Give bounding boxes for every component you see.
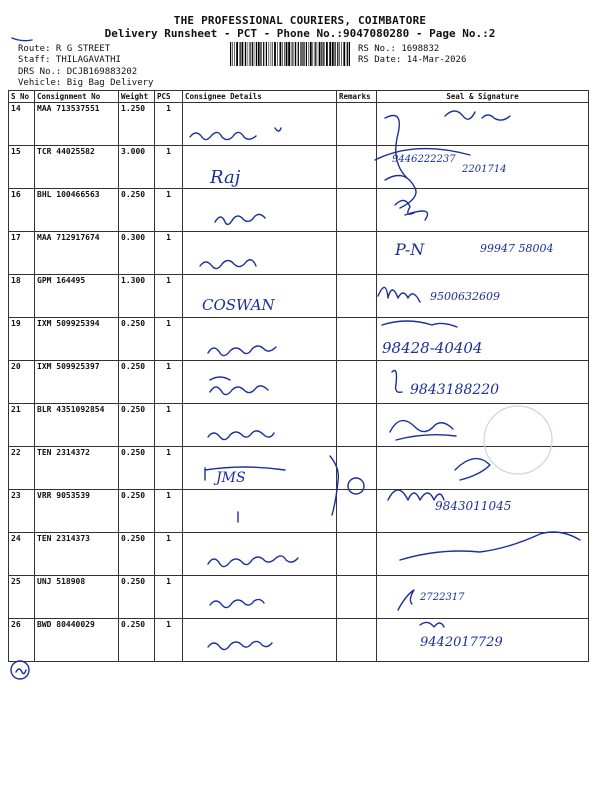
cell-remarks: [337, 490, 377, 533]
company-title: THE PROFESSIONAL COURIERS, COIMBATORE: [173, 14, 427, 27]
barcode-bar: [304, 42, 305, 66]
cell-pcs: 1: [155, 533, 183, 576]
cell-sno: 25: [9, 576, 35, 619]
cell-weight: 0.250: [119, 619, 155, 662]
cell-sno: 23: [9, 490, 35, 533]
table-row: [9, 404, 589, 447]
col-header-signature: Seal & Signature: [377, 91, 589, 103]
cell-pcs: 1: [155, 189, 183, 232]
col-header-remarks: Remarks: [337, 91, 377, 103]
cell-consignee-details: [183, 576, 337, 619]
cell-consignee-details: [183, 447, 337, 490]
cell-consignee-details: [183, 619, 337, 662]
cell-consignment-no: VRR 9053539: [35, 490, 119, 533]
cell-sno: 26: [9, 619, 35, 662]
cell-pcs: 1: [155, 146, 183, 189]
cell-seal-signature: [377, 232, 589, 275]
table-row: [9, 533, 589, 576]
handwritten-phone-row-19: 98428-40404: [382, 339, 483, 357]
cell-consignment-no: TCR 44025582: [35, 146, 119, 189]
barcode-bar: [280, 42, 282, 66]
staff-label: Staff: THILAGAVATHI: [18, 55, 121, 65]
cell-pcs: 1: [155, 490, 183, 533]
barcode-bar: [256, 42, 257, 66]
barcode-bar: [260, 42, 261, 66]
table-row: [9, 146, 589, 189]
barcode-bar: [341, 42, 342, 66]
cell-weight: 1.250: [119, 103, 155, 146]
cell-remarks: [337, 404, 377, 447]
cell-pcs: 1: [155, 318, 183, 361]
cell-consignee-details: [183, 232, 337, 275]
barcode-bar: [269, 42, 270, 66]
margin-circle-mark: [11, 661, 29, 679]
cell-seal-signature: [377, 447, 589, 490]
barcode-bar: [337, 42, 338, 66]
barcode-bar: [232, 42, 233, 66]
barcode: [230, 42, 350, 66]
col-header-consignee: Consignee Details: [183, 91, 337, 103]
barcode-bar: [294, 42, 295, 66]
barcode-bar: [247, 42, 248, 66]
barcode-bar: [313, 42, 314, 66]
cell-consignee-details: [183, 490, 337, 533]
barcode-bar: [271, 42, 272, 66]
runsheet-table: [8, 90, 589, 662]
cell-remarks: [337, 232, 377, 275]
cell-consignment-no: GPM 164495: [35, 275, 119, 318]
cell-weight: 0.250: [119, 447, 155, 490]
cell-weight: 0.250: [119, 189, 155, 232]
cell-remarks: [337, 447, 377, 490]
cell-weight: 0.250: [119, 318, 155, 361]
cell-consignee-details: [183, 146, 337, 189]
cell-pcs: 1: [155, 361, 183, 404]
barcode-bar: [306, 42, 307, 66]
cell-pcs: 1: [155, 619, 183, 662]
cell-sno: 15: [9, 146, 35, 189]
barcode-bar: [302, 42, 303, 66]
cell-remarks: [337, 189, 377, 232]
barcode-bar: [250, 42, 251, 66]
cell-consignment-no: UNJ 518908: [35, 576, 119, 619]
rs-number: RS No.: 1698832: [358, 44, 440, 54]
cell-consignment-no: MAA 713537551: [35, 103, 119, 146]
table-row: [9, 619, 589, 662]
barcode-bar: [321, 42, 322, 66]
barcode-bar: [242, 42, 244, 66]
table-row: [9, 318, 589, 361]
table-row: [9, 447, 589, 490]
table-row: [9, 361, 589, 404]
handwritten-phone-row-20: 9843188220: [410, 382, 500, 398]
cell-remarks: [337, 275, 377, 318]
handwritten-name-raj: Raj: [210, 167, 241, 188]
barcode-bar: [319, 42, 321, 66]
cell-consignment-no: BLR 4351092854: [35, 404, 119, 447]
col-header-sno: S No: [9, 91, 35, 103]
cell-weight: 0.300: [119, 232, 155, 275]
col-header-pcs: PCS: [155, 91, 183, 103]
barcode-bar: [300, 42, 301, 66]
barcode-bar: [258, 42, 260, 66]
handwritten-phone-row-25: 2722317: [420, 592, 465, 603]
barcode-bar: [240, 42, 241, 66]
cell-pcs: 1: [155, 103, 183, 146]
barcode-bar: [349, 42, 350, 66]
table-row: [9, 275, 589, 318]
margin-scribble: [16, 669, 26, 674]
cell-remarks: [337, 103, 377, 146]
cell-sno: 16: [9, 189, 35, 232]
cell-pcs: 1: [155, 404, 183, 447]
route-label: Route: R G STREET: [18, 44, 111, 54]
barcode-bar: [254, 42, 255, 66]
cell-seal-signature: [377, 275, 589, 318]
barcode-bar: [266, 42, 267, 66]
handwritten-signature-row-17: P-N: [395, 240, 425, 259]
cell-weight: 0.250: [119, 533, 155, 576]
cell-weight: 3.000: [119, 146, 155, 189]
cell-consignment-no: BWD 80440029: [35, 619, 119, 662]
handwritten-name-coswan: COSWAN: [202, 296, 275, 314]
col-header-consignment: Consignment No: [35, 91, 119, 103]
vehicle-label: Vehicle: Big Bag Delivery: [18, 78, 154, 88]
cell-seal-signature: [377, 189, 589, 232]
barcode-bar: [291, 42, 292, 66]
drs-label: DRS No.: DCJB169883202: [18, 67, 138, 77]
cell-consignee-details: [183, 318, 337, 361]
barcode-bar: [329, 42, 331, 66]
cell-seal-signature: [377, 533, 589, 576]
barcode-bar: [282, 42, 283, 66]
handwritten-name-jms: JMS: [216, 470, 246, 486]
barcode-bar: [292, 42, 293, 66]
cell-pcs: 1: [155, 447, 183, 490]
table-row: [9, 189, 589, 232]
barcode-bar: [277, 42, 278, 66]
cell-remarks: [337, 361, 377, 404]
cell-sno: 14: [9, 103, 35, 146]
barcode-bar: [347, 42, 348, 66]
cell-seal-signature: [377, 361, 589, 404]
barcode-bar: [343, 42, 345, 66]
cell-consignment-no: BHL 100466563: [35, 189, 119, 232]
cell-remarks: [337, 576, 377, 619]
barcode-bar: [309, 42, 310, 66]
cell-remarks: [337, 318, 377, 361]
cell-sno: 18: [9, 275, 35, 318]
cell-seal-signature: [377, 404, 589, 447]
cell-consignee-details: [183, 189, 337, 232]
barcode-bar: [286, 42, 288, 66]
barcode-bar: [335, 42, 336, 66]
handwritten-phone-row-18: 9500632609: [430, 290, 500, 303]
barcode-bar: [263, 42, 264, 66]
barcode-bar: [274, 42, 276, 66]
barcode-bar: [323, 42, 324, 66]
barcode-bar: [298, 42, 299, 66]
barcode-bar: [284, 42, 285, 66]
cell-pcs: 1: [155, 275, 183, 318]
handwritten-phone-row-26: 9442017729: [420, 635, 503, 650]
handwritten-phone-row-15: 9446222237: [392, 154, 456, 165]
barcode-bar: [288, 42, 290, 66]
barcode-bar: [252, 42, 253, 66]
table-header-row: [9, 91, 589, 103]
cell-consignment-no: IXM 509925394: [35, 318, 119, 361]
rs-date: RS Date: 14-Mar-2026: [358, 55, 467, 65]
cell-sno: 21: [9, 404, 35, 447]
barcode-bar: [295, 42, 296, 66]
cell-consignment-no: MAA 712917674: [35, 232, 119, 275]
cell-consignee-details: [183, 404, 337, 447]
cell-weight: 0.250: [119, 490, 155, 533]
handwritten-phone-row-23: 9843011045: [435, 499, 512, 513]
cell-sno: 20: [9, 361, 35, 404]
cell-remarks: [337, 619, 377, 662]
barcode-bar: [249, 42, 250, 66]
barcode-bar: [317, 42, 318, 66]
barcode-bar: [236, 42, 238, 66]
cell-consignee-details: [183, 361, 337, 404]
cell-sno: 19: [9, 318, 35, 361]
cell-consignee-details: [183, 275, 337, 318]
table-row: [9, 232, 589, 275]
barcode-bar: [315, 42, 316, 66]
cell-seal-signature: [377, 490, 589, 533]
cell-sno: 17: [9, 232, 35, 275]
cell-sno: 24: [9, 533, 35, 576]
cell-consignment-no: TEN 2314373: [35, 533, 119, 576]
cell-seal-signature: [377, 103, 589, 146]
table-row: [9, 576, 589, 619]
cell-weight: 0.250: [119, 404, 155, 447]
cell-pcs: 1: [155, 576, 183, 619]
cell-seal-signature: [377, 146, 589, 189]
cell-pcs: 1: [155, 232, 183, 275]
handwritten-phone-row-17: 99947 58004: [480, 242, 554, 255]
barcode-bar: [234, 42, 235, 66]
cell-consignment-no: TEN 2314372: [35, 447, 119, 490]
cell-consignee-details: [183, 533, 337, 576]
barcode-bar: [332, 42, 334, 66]
cell-seal-signature: [377, 576, 589, 619]
cell-consignee-details: [183, 103, 337, 146]
barcode-bar: [326, 42, 328, 66]
cell-sno: 22: [9, 447, 35, 490]
col-header-weight: Weight: [119, 91, 155, 103]
barcode-bar: [245, 42, 246, 66]
cell-weight: 0.250: [119, 361, 155, 404]
cell-weight: 1.300: [119, 275, 155, 318]
table-row: [9, 103, 589, 146]
cell-weight: 0.250: [119, 576, 155, 619]
runsheet-subtitle: Delivery Runsheet - PCT - Phone No.:9047080280 - Page No.:2: [104, 27, 496, 40]
cell-remarks: [337, 146, 377, 189]
handwritten-phone-row-15b: 2201714: [462, 164, 507, 175]
barcode-bar: [272, 42, 273, 66]
barcode-bar: [310, 42, 312, 66]
table-row: [9, 490, 589, 533]
cell-seal-signature: [377, 619, 589, 662]
cell-remarks: [337, 533, 377, 576]
cell-seal-signature: [377, 318, 589, 361]
cell-consignment-no: IXM 509925397: [35, 361, 119, 404]
barcode-bar: [339, 42, 340, 66]
barcode-bar: [230, 42, 231, 66]
